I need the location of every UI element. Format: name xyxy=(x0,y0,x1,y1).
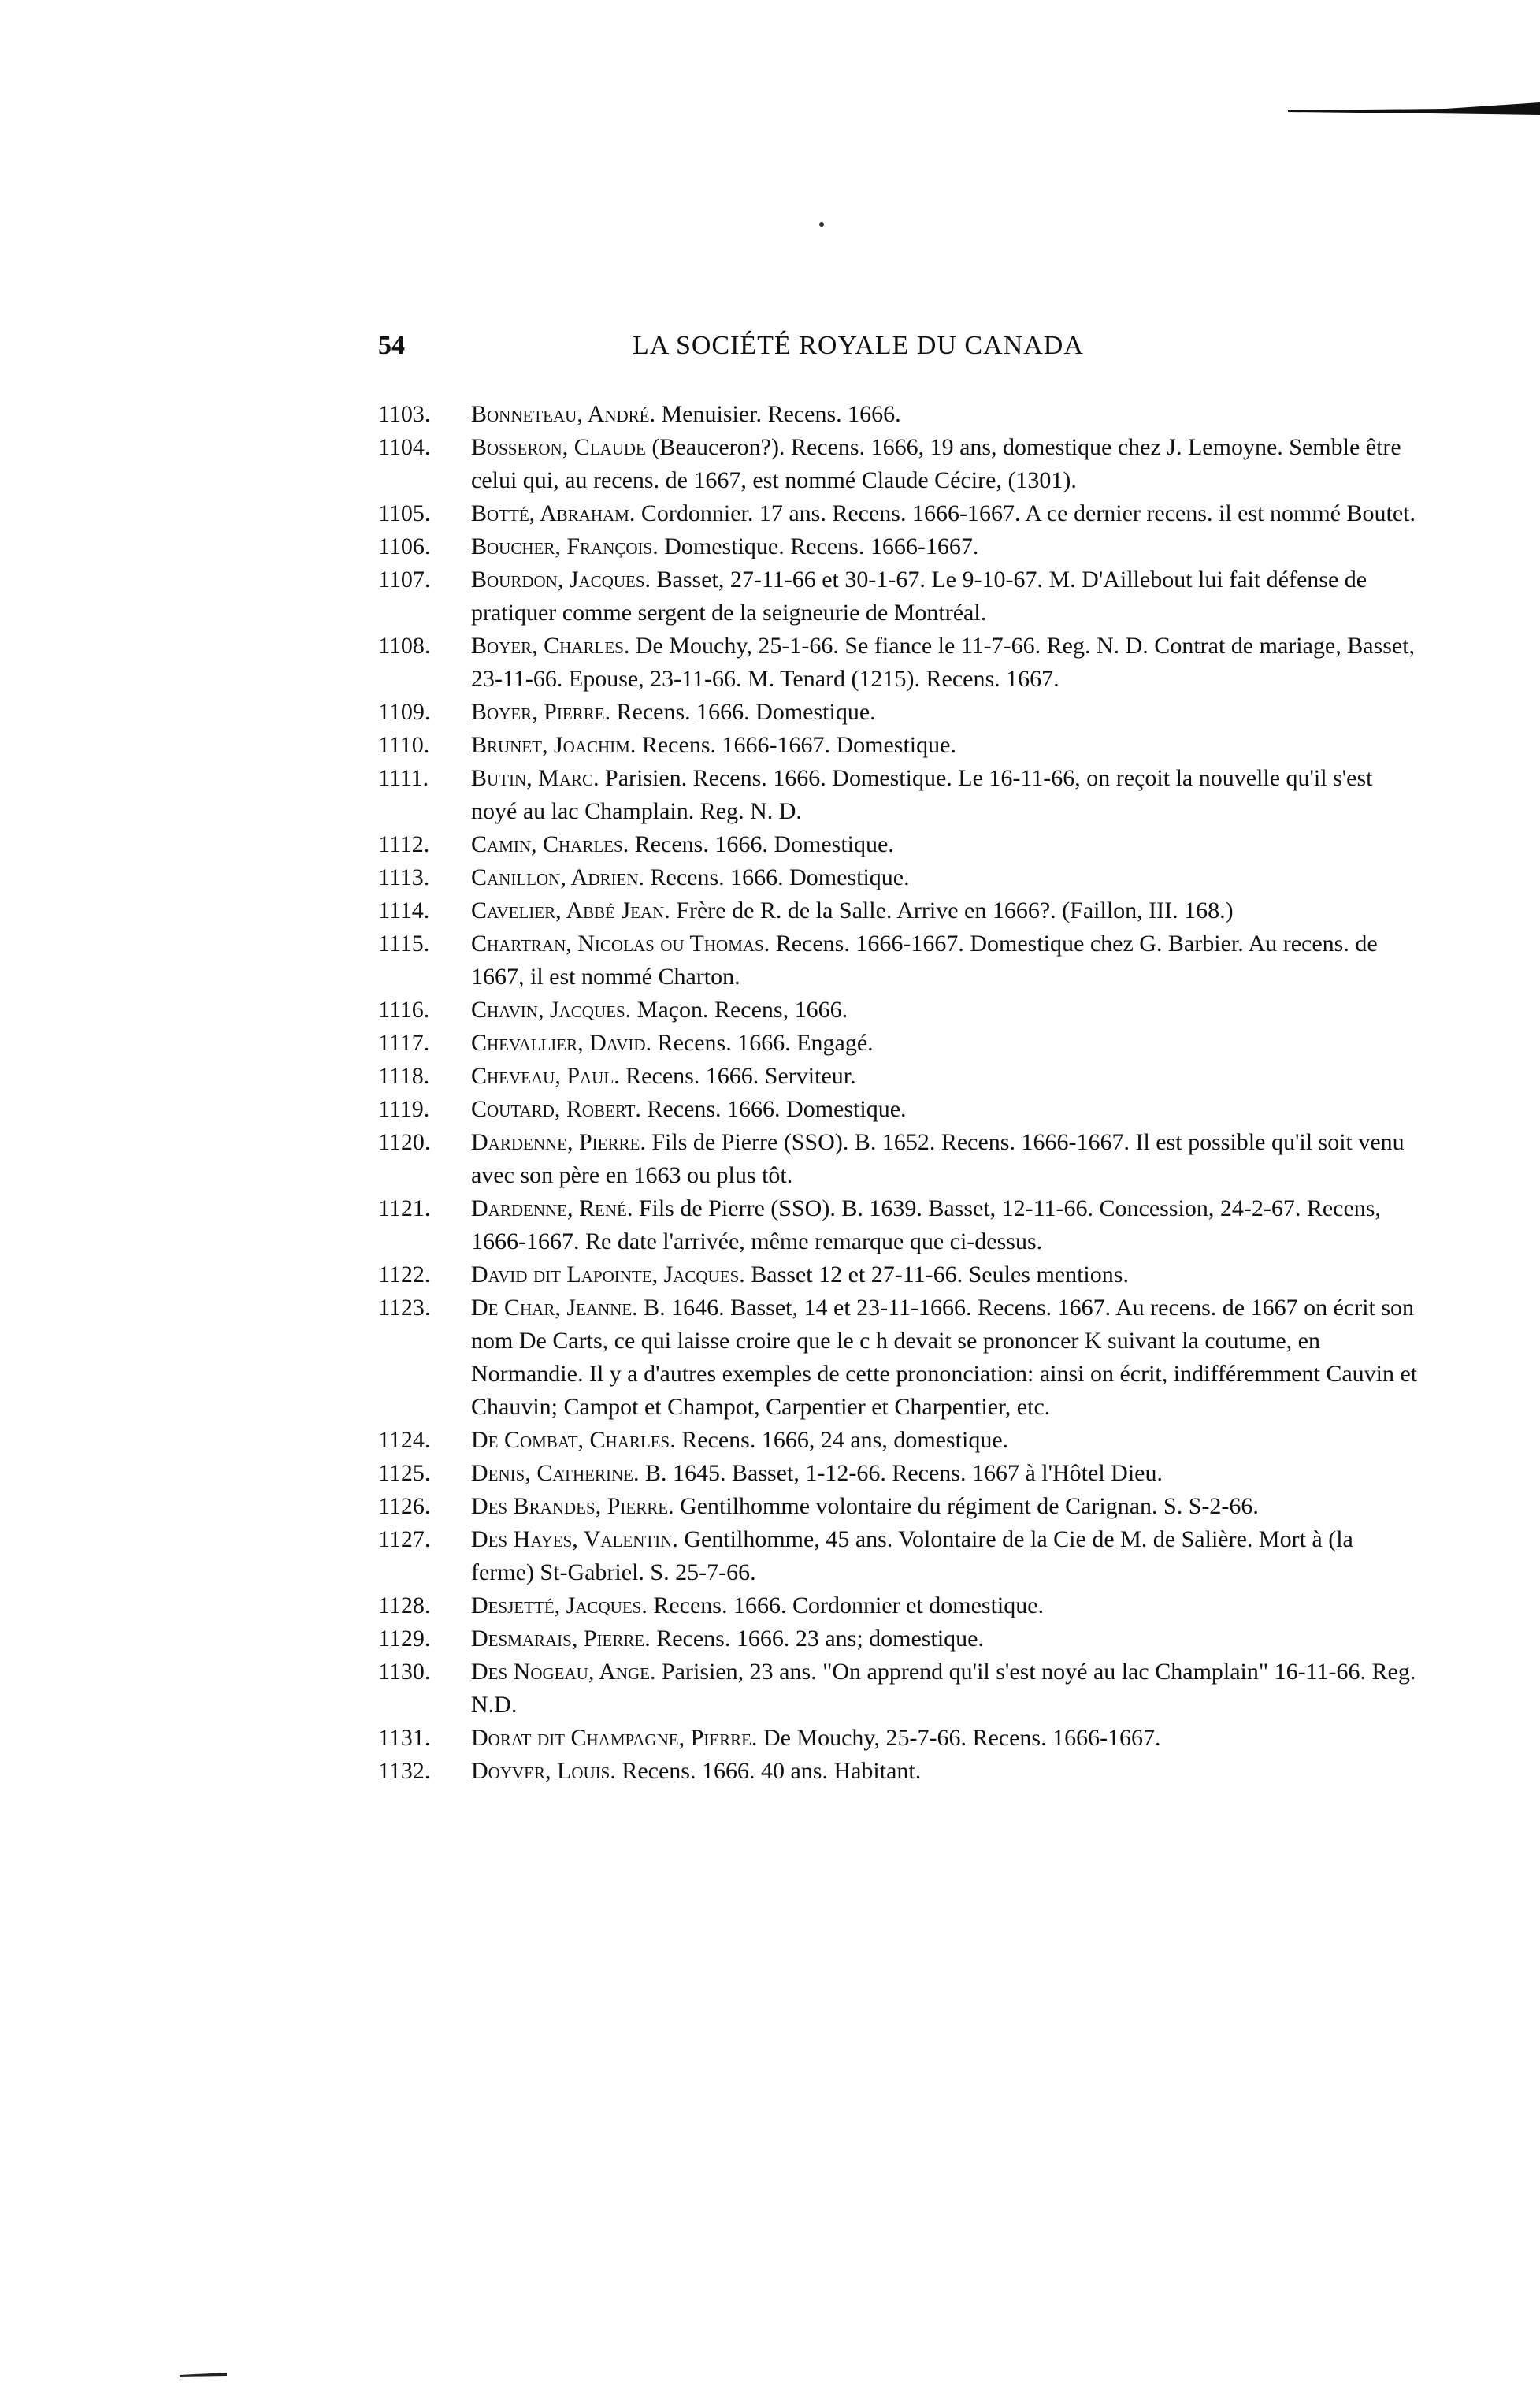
entry-name: Chevallier, David. xyxy=(471,1030,652,1056)
entry-number: 1104. xyxy=(378,434,431,460)
entry-text: Maçon. Recens, 1666. xyxy=(631,997,848,1023)
entry-name: Desjetté, Jacques. xyxy=(471,1592,648,1618)
entry xyxy=(378,1424,1418,1457)
entry-number: 1129. xyxy=(378,1626,431,1652)
entry-number: 1115. xyxy=(378,931,430,957)
scan-smudge-top xyxy=(1288,99,1540,117)
entry xyxy=(378,762,1418,828)
entry-number: 1128. xyxy=(378,1592,431,1618)
entry-name: Boyer, Pierre. xyxy=(471,699,611,725)
entry-text: B. 1646. Basset, 14 et 23-11-1666. Recens. 1667. Au recens. de 1667 on écrit son nom De Carts, ce qui laisse croire que le c h devait se prononcer K suivant la coutume, en Normandie. Il y a d'autres exemples de cette prononciation: ainsi on écrit, indifféremment Cauvin et Chauvin; Campot et Champot, Carpentier et Charpentier, etc. xyxy=(471,1295,1418,1420)
entry-number: 1110. xyxy=(378,732,430,758)
entry-text: Gentilhomme volontaire du régiment de Carignan. S. S-2-66. xyxy=(674,1493,1259,1519)
entry xyxy=(378,1291,1418,1424)
entry-number: 1119. xyxy=(378,1096,430,1122)
entry xyxy=(378,1457,1418,1490)
scan-dot xyxy=(819,222,824,227)
entry-text: Recens. 1666. Engagé. xyxy=(651,1030,874,1056)
entry-text: Recens. 1666. 40 ans. Habitant. xyxy=(615,1758,922,1784)
entry xyxy=(378,729,1418,762)
entry-name: Boyer, Charles. xyxy=(471,633,630,659)
entry-name: Doyver, Louis. xyxy=(471,1758,616,1784)
entry-number: 1120. xyxy=(378,1129,431,1155)
entry-text: Fils de Pierre (SSO). B. 1652. Recens. 1666-1667. Il est possible qu'il soit venu avec son père en 1663 ou plus tôt. xyxy=(471,1129,1405,1188)
entry-text: Recens. 1666. Domestique. xyxy=(610,699,876,725)
entry xyxy=(378,1622,1418,1655)
entry xyxy=(378,1126,1418,1192)
entry xyxy=(378,927,1418,994)
entry-number: 1117. xyxy=(378,1030,430,1056)
entry-number: 1108. xyxy=(378,633,431,659)
entry-name: Camin, Charles. xyxy=(471,831,629,857)
entry xyxy=(378,1589,1418,1622)
entry xyxy=(378,1722,1418,1755)
entry-number: 1123. xyxy=(378,1295,431,1321)
entry-text: De Mouchy, 25-1-66. Se fiance le 11-7-66. Reg. N. D. Contrat de mariage, Basset, 23-11-66. Epouse, 23-11-66. M. Tenard (1215). Recens. 1667. xyxy=(471,633,1416,692)
entry xyxy=(378,1192,1418,1258)
entry xyxy=(378,1060,1418,1093)
entry-number: 1118. xyxy=(378,1063,430,1089)
entry xyxy=(378,828,1418,861)
entry-text: Recens. 1666-1667. Domestique chez G. Barbier. Au recens. de 1667, il est nommé Charton. xyxy=(471,931,1378,990)
entry-number: 1105. xyxy=(378,500,431,526)
entry-text: Fils de Pierre (SSO). B. 1639. Basset, 12-11-66. Concession, 24-2-67. Recens, 1666-1667. Re date l'arrivée, même remarque que ci-dessus. xyxy=(471,1195,1381,1254)
entry xyxy=(378,861,1418,894)
entry-name: Bosseron, Claude xyxy=(471,434,646,460)
entry-name: Des Hayes, Valentin. xyxy=(471,1526,678,1552)
entry xyxy=(378,1490,1418,1523)
entry-name: Butin, Marc. xyxy=(471,765,599,791)
entry-number: 1125. xyxy=(378,1460,431,1486)
entry xyxy=(378,994,1418,1027)
entry-text: Recens. 1666, 24 ans, domestique. xyxy=(675,1427,1009,1453)
entry-text: Gentilhomme, 45 ans. Volontaire de la Cie de M. de Salière. Mort à (la ferme) St-Gabriel. S. 25-7-66. xyxy=(471,1526,1353,1585)
entry-text: Parisien. Recens. 1666. Domestique. Le 16-11-66, on reçoit la nouvelle qu'il s'est noyé au lac Champlain. Reg. N. D. xyxy=(471,765,1373,824)
entry xyxy=(378,630,1418,696)
entry-number: 1122. xyxy=(378,1262,431,1288)
entry-list xyxy=(378,398,1418,1788)
entry-name: David dit Lapointe, Jacques. xyxy=(471,1262,745,1288)
entry-name: Dardenne, Pierre. xyxy=(471,1129,646,1155)
entry-name: Bonneteau, André. xyxy=(471,401,655,427)
entry-text: Recens. 1666. 23 ans; domestique. xyxy=(650,1626,984,1652)
entry-name: Desmarais, Pierre. xyxy=(471,1626,651,1652)
entry-name: Coutard, Robert. xyxy=(471,1096,641,1122)
entry-text: Basset, 27-11-66 et 30-1-67. Le 9-10-67. M. D'Aillebout lui fait défense de pratiquer comme sergent de la seigneurie de Montréal. xyxy=(471,567,1367,626)
entry-name: Boucher, François. xyxy=(471,533,659,559)
entry-number: 1132. xyxy=(378,1758,431,1784)
entry xyxy=(378,431,1418,497)
entry xyxy=(378,1027,1418,1060)
entry-name: Brunet, Joachim. xyxy=(471,732,636,758)
entry-text: (Beauceron?). Recens. 1666, 19 ans, domestique chez J. Lemoyne. Semble être celui qui, au recens. de 1667, est nommé Claude Cécire, (1301). xyxy=(471,434,1401,493)
entry-text: Recens. 1666. Domestique. xyxy=(640,1096,907,1122)
entry-number: 1116. xyxy=(378,997,430,1023)
entry-name: Chavin, Jacques. xyxy=(471,997,632,1023)
entry-name: De Combat, Charles. xyxy=(471,1427,676,1453)
entry-text: Parisien, 23 ans. "On apprend qu'il s'est noyé au lac Champlain" 16-11-66. Reg. N.D. xyxy=(471,1659,1416,1718)
entry-name: Chartran, Nicolas ou Thomas. xyxy=(471,931,770,957)
page-number: 54 xyxy=(378,331,405,360)
entry-text: B. 1645. Basset, 1-12-66. Recens. 1667 à l'Hôtel Dieu. xyxy=(639,1460,1163,1486)
entry xyxy=(378,1655,1418,1722)
entry-number: 1124. xyxy=(378,1427,431,1453)
entry-name: Dorat dit Champagne, Pierre. xyxy=(471,1725,758,1751)
entry-number: 1127. xyxy=(378,1526,431,1552)
entry-name: Bourdon, Jacques. xyxy=(471,567,651,593)
entry-name: Dardenne, René. xyxy=(471,1195,633,1221)
entry-number: 1121. xyxy=(378,1195,431,1221)
entry-text: Recens. 1666. Domestique. xyxy=(644,864,910,890)
entry xyxy=(378,1755,1418,1788)
entry-number: 1113. xyxy=(378,864,430,890)
entry-text: Recens. 1666. Serviteur. xyxy=(619,1063,856,1089)
entry-number: 1109. xyxy=(378,699,431,725)
entry-number: 1103. xyxy=(378,401,431,427)
entry-text: Basset 12 et 27-11-66. Seules mentions. xyxy=(744,1262,1129,1288)
entry xyxy=(378,1093,1418,1126)
entry-number: 1130. xyxy=(378,1659,431,1685)
entry-text: Frère de R. de la Salle. Arrive en 1666?. (Faillon, III. 168.) xyxy=(670,897,1234,923)
entry xyxy=(378,1258,1418,1291)
entry-text: Recens. 1666. Domestique. xyxy=(629,831,894,857)
entry-text: Menuisier. Recens. 1666. xyxy=(655,401,901,427)
entry-text: Domestique. Recens. 1666-1667. xyxy=(658,533,979,559)
entry xyxy=(378,497,1418,530)
entry-name: De Char, Jeanne. xyxy=(471,1295,638,1321)
entry-text: Cordonnier. 17 ans. Recens. 1666-1667. A ce dernier recens. il est nommé Boutet. xyxy=(635,500,1416,526)
entry-name: Canillon, Adrien. xyxy=(471,864,644,890)
running-head: LA SOCIÉTÉ ROYALE DU CANADA xyxy=(633,331,1084,360)
entry xyxy=(378,398,1418,431)
entry-text: De Mouchy, 25-7-66. Recens. 1666-1667. xyxy=(757,1725,1161,1751)
entry-number: 1107. xyxy=(378,567,431,593)
entry-name: Des Brandes, Pierre. xyxy=(471,1493,674,1519)
entry xyxy=(378,894,1418,927)
entry xyxy=(378,530,1418,563)
entry-text: Recens. 1666. Cordonnier et domestique. xyxy=(647,1592,1045,1618)
entry-name: Cavelier, Abbé Jean. xyxy=(471,897,670,923)
entry-number: 1126. xyxy=(378,1493,431,1519)
entry-text: Recens. 1666-1667. Domestique. xyxy=(636,732,956,758)
entry-number: 1111. xyxy=(378,765,429,791)
entry xyxy=(378,1523,1418,1589)
entry-number: 1114. xyxy=(378,897,430,923)
entry-name: Botté, Abraham. xyxy=(471,500,636,526)
entry-name: Cheveau, Paul. xyxy=(471,1063,620,1089)
scan-smudge-bottom xyxy=(180,2370,227,2378)
entry-number: 1131. xyxy=(378,1725,431,1751)
entry-number: 1106. xyxy=(378,533,431,559)
entry xyxy=(378,563,1418,630)
entry-number: 1112. xyxy=(378,831,430,857)
entry-name: Des Nogeau, Ange. xyxy=(471,1659,656,1685)
entry xyxy=(378,696,1418,729)
entry-name: Denis, Catherine. xyxy=(471,1460,640,1486)
